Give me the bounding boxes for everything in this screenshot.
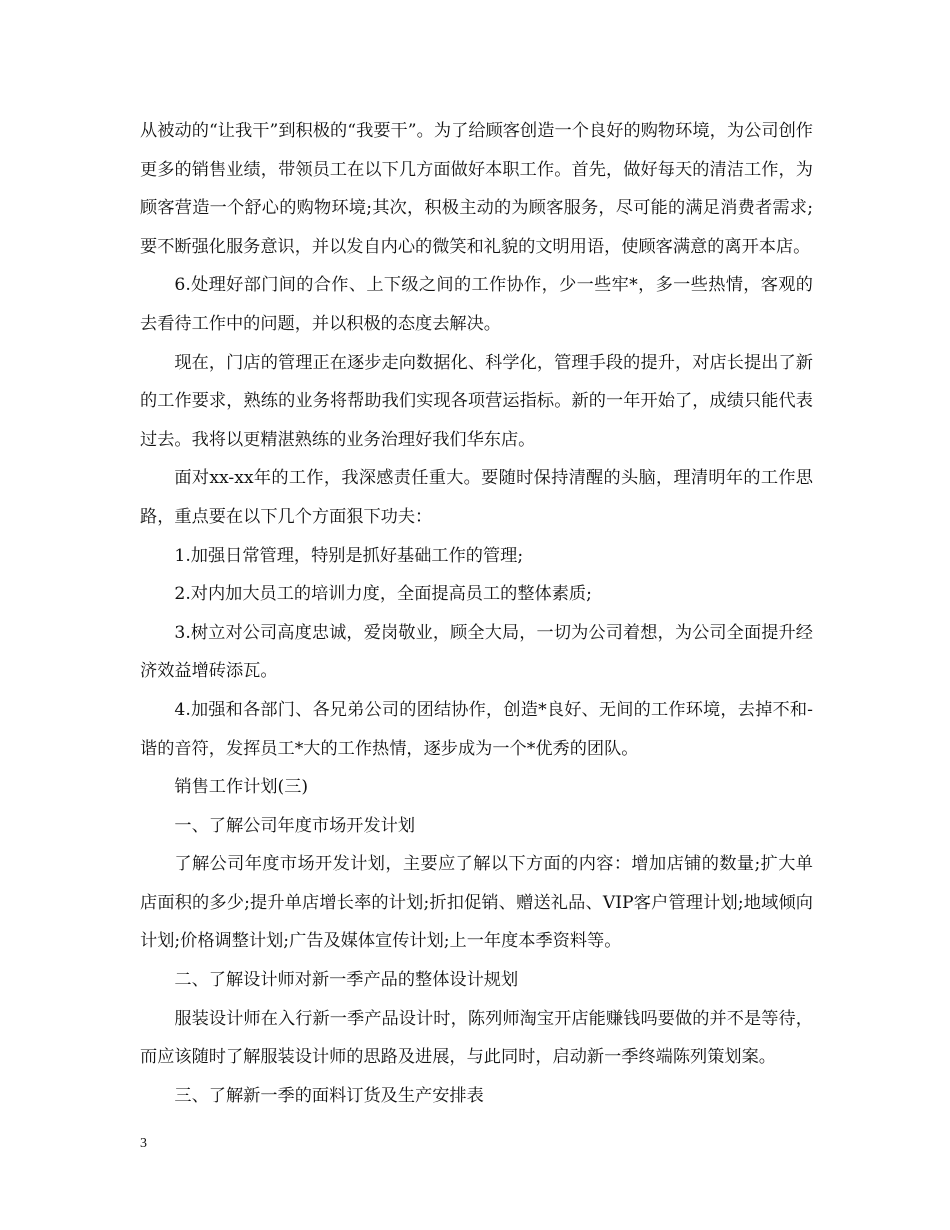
paragraph: 服装设计师在入行新一季产品设计时，陈列师淘宝开店能赚钱吗要做的并不是等待，而应该随时了解服装设计师的思路及进展，与此同时，启动新一季终端陈列策划案。	[140, 1008, 813, 1068]
paragraph: 面对xx-xx年的工作，我深感责任重大。要随时保持清醒的头脑，理清明年的工作思路，重点要在以下几个方面狠下功夫：	[140, 468, 813, 527]
section-heading: 一、了解公司年度市场开发计划	[174, 815, 416, 836]
section-heading: 二、了解设计师对新一季产品的整体设计规划	[174, 970, 519, 991]
list-item: 3.树立对公司高度忠诚，爱岗敬业，顾全大局，一切为公司着想，为公司全面提升经济效益增砖添瓦。	[140, 622, 813, 682]
list-item: 1.加强日常管理，特别是抓好基础工作的管理;	[174, 545, 524, 566]
page-number: 3	[140, 1136, 147, 1151]
paragraph: 现在，门店的管理正在逐步走向数据化、科学化，管理手段的提升，对店长提出了新的工作要求，熟练的业务将帮助我们实现各项营运指标。新的一年开始了，成绩只能代表过去。我将以更精湛熟练的业务治理好我们华东店。	[140, 352, 813, 450]
paragraph: 6.处理好部门间的合作、上下级之间的工作协作，少一些牢*，多一些热情，客观的去看待工作中的问题，并以积极的态度去解决。	[140, 275, 813, 334]
section-title: 销售工作计划(三)	[174, 777, 309, 798]
paragraph: 从被动的“让我干”到积极的“我要干”。为了给顾客创造一个良好的购物环境，为公司创作更多的销售业绩，带领员工在以下几方面做好本职工作。首先，做好每天的清洁工作，为顾客营造一个舒心的购物环境;其次，积极主动的为顾客服务，尽可能的满足消费者需求;要不断强化服务意识，并以发自内心的微笑和礼貌的文明用语，使顾客满意的离开本店。	[140, 121, 813, 257]
paragraph: 了解公司年度市场开发计划，主要应了解以下方面的内容：增加店铺的数量;扩大单店面积的多少;提升单店增长率的计划;折扣促销、赠送礼品、VIP客户管理计划;地域倾向计划;价格调整计划;广告及媒体宣传计划;上一年度本季资料等。	[140, 854, 813, 952]
document-body	[140, 112, 813, 1115]
section-heading: 三、了解新一季的面料订货及生产安排表	[174, 1085, 484, 1106]
list-item: 4.加强和各部门、各兄弟公司的团结协作，创造*良好、无间的工作环境，去掉不和-谐的音符，发挥员工*大的工作热情，逐步成为一个*优秀的团队。	[140, 699, 813, 759]
list-item: 2.对内加大员工的培训力度，全面提高员工的整体素质;	[174, 584, 592, 605]
